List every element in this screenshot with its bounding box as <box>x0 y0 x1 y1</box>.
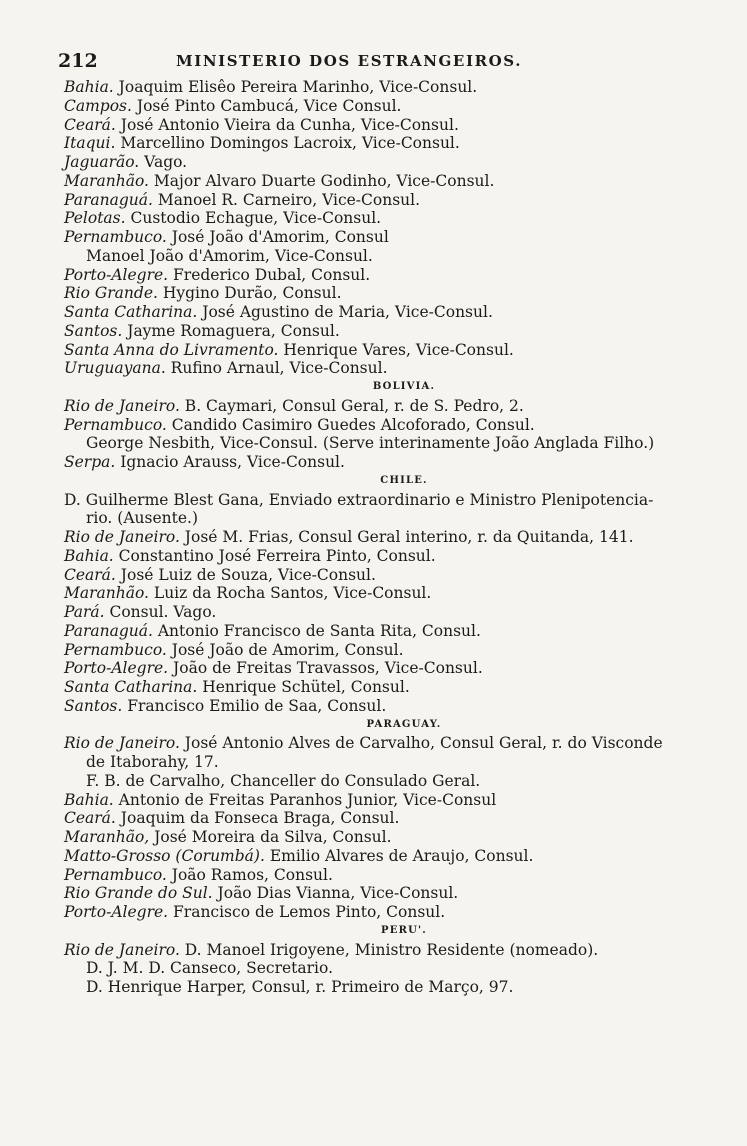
entry-text: Rufino Arnaul, Vice-Consul. <box>165 359 388 378</box>
entry-place: Maranhão. <box>64 584 149 603</box>
entry-text: José Luiz de Souza, Vice-Consul. <box>115 565 376 584</box>
directory-entry <box>64 322 704 341</box>
entry-place: Porto-Alegre. <box>64 265 169 284</box>
directory-entry <box>64 97 704 116</box>
entry-place: Rio de Janeiro. <box>64 528 180 546</box>
directory-entry <box>64 941 704 960</box>
entry-text: B. Caymari, Consul Geral, r. de S. Pedro, 2. <box>179 396 524 415</box>
directory-entry <box>64 847 704 866</box>
entry-place: Ceará. <box>64 809 116 828</box>
directory-entry <box>64 828 704 847</box>
entry-text: Joaquim da Fonseca Braga, Consul. <box>115 809 400 828</box>
directory-entry <box>64 228 704 247</box>
directory-entry <box>64 341 704 360</box>
entry-text: Henrique Schütel, Consul. <box>197 678 410 696</box>
directory-entry <box>64 584 704 603</box>
entry-place: Santa Catharina. <box>64 678 198 696</box>
directory-entry <box>64 791 704 810</box>
entry-place: Bahia. <box>64 546 114 565</box>
entry-text: Major Alvaro Duarte Godinho, Vice-Consul. <box>148 171 495 190</box>
entry-text: Ignacio Arauss, Vice-Consul. <box>115 453 345 471</box>
directory-entry <box>64 697 704 716</box>
directory-entry <box>64 116 704 135</box>
directory-entry <box>64 397 704 416</box>
entry-place: Bahia. <box>64 78 114 96</box>
entry-text: José M. Frias, Consul Geral interino, r. da Quitanda, 141. <box>179 528 634 546</box>
entry-text: Candido Casimiro Guedes Alcoforado, Consul. <box>166 415 535 434</box>
entry-place: Santa Anna do Livramento. <box>64 340 279 359</box>
entry-text: Emilio Alvares de Araujo, Consul. <box>264 846 534 865</box>
entry-place: Paranaguá. <box>64 190 153 209</box>
directory-entry <box>64 603 704 622</box>
entry-text: Consul. Vago. <box>104 603 217 621</box>
entry-text: Francisco Emilio de Saa, Consul. <box>122 696 387 715</box>
entry-place: Maranhão. <box>64 171 149 190</box>
entry-place: Pelotas. <box>64 209 126 228</box>
running-title: MINISTERIO DOS ESTRANGEIROS. <box>176 52 523 70</box>
entry-place: Itaqui. <box>64 134 116 153</box>
entry-text: Antonio Francisco de Santa Rita, Consul. <box>152 621 481 640</box>
directory-entry <box>64 453 704 472</box>
directory-entry <box>64 134 704 153</box>
entry-place: Uruguayana. <box>64 359 166 378</box>
entry-text: Marcellino Domingos Lacroix, Vice-Consul. <box>115 134 460 153</box>
entry-text: Jayme Romaguera, Consul. <box>122 321 340 340</box>
directory-entry <box>64 284 704 303</box>
directory-entry <box>64 191 704 210</box>
entry-text: José João d'Amorim, Consul <box>166 228 389 246</box>
directory-entry <box>64 303 704 322</box>
entry-text: José Antonio Alves de Carvalho, Consul Geral, r. do Visconde <box>179 734 663 753</box>
entry-place: Porto-Alegre. <box>64 903 169 921</box>
continuation-line: rio. (Ausente.) <box>86 509 198 528</box>
directory-entry <box>64 547 704 566</box>
entry-text: Francisco de Lemos Pinto, Consul. <box>168 903 446 921</box>
entry-place: Porto-Alegre. <box>64 659 169 678</box>
directory-entry <box>64 359 704 378</box>
directory-line: George Nesbith, Vice-Consul. (Serve interinamente João Anglada Filho.) <box>86 434 655 453</box>
entry-text: Constantino José Ferreira Pinto, Consul. <box>113 546 436 565</box>
entry-text: José Moreira da Silva, Consul. <box>149 828 392 846</box>
directory-entry <box>64 734 704 753</box>
directory-listing <box>64 78 704 997</box>
directory-line: Manoel João d'Amorim, Vice-Consul. <box>86 246 373 265</box>
continuation-line: de Itaborahy, 17. <box>86 753 219 771</box>
directory-entry <box>64 866 704 885</box>
entry-place: Pernambuco. <box>64 865 167 884</box>
section-heading: BOLIVIA. <box>372 381 436 392</box>
directory-entry <box>64 153 704 172</box>
entry-place: Rio de Janeiro. <box>64 396 180 415</box>
entry-place: Matto-Grosso (Corumbá). <box>64 846 265 865</box>
section-heading: PERU'. <box>381 924 427 936</box>
entry-text: José Pinto Cambucá, Vice Consul. <box>131 96 402 115</box>
entry-place: Pará. <box>64 603 105 621</box>
section-heading: CHILE. <box>380 474 428 486</box>
directory-line: D. Henrique Harper, Consul, r. Primeiro de Março, 97. <box>86 978 514 996</box>
entry-text: Luiz da Rocha Santos, Vice-Consul. <box>148 584 432 603</box>
directory-line: D. J. M. D. Canseco, Secretario. <box>86 959 334 978</box>
entry-text: João Ramos, Consul. <box>166 865 333 884</box>
entry-text: José Antonio Vieira da Cunha, Vice-Consul. <box>115 115 459 134</box>
section-heading: PARAGUAY. <box>366 718 442 730</box>
directory-entry <box>64 416 704 435</box>
page-number: 212 <box>58 50 98 72</box>
entry-place: Santa Catharina. <box>64 303 198 321</box>
entry-text: Hygino Durão, Consul. <box>157 284 342 303</box>
entry-place: Jaguarão. <box>64 153 140 171</box>
directory-entry <box>64 172 704 191</box>
entry-place: Pernambuco. <box>64 415 167 434</box>
entry-text: Custodio Echague, Vice-Consul. <box>125 209 382 228</box>
entry-text: Manoel R. Carneiro, Vice-Consul. <box>152 190 421 209</box>
directory-entry <box>64 809 704 828</box>
directory-entry <box>64 659 704 678</box>
entry-text: João Dias Vianna, Vice-Consul. <box>212 884 459 903</box>
entry-place: Rio de Janeiro. <box>64 734 180 753</box>
entry-text: José Agustino de Maria, Vice-Consul. <box>197 303 493 321</box>
entry-place: Ceará. <box>64 115 116 134</box>
entry-place: Pernambuco. <box>64 228 167 246</box>
entry-text: Vago. <box>139 153 188 171</box>
entry-text: João de Freitas Travassos, Vice-Consul. <box>168 659 483 678</box>
entry-text: José João de Amorim, Consul. <box>166 640 404 659</box>
entry-place: Campos. <box>64 96 132 115</box>
entry-text: Henrique Vares, Vice-Consul. <box>278 340 514 359</box>
directory-entry <box>64 528 704 547</box>
directory-entry <box>64 678 704 697</box>
entry-place: Rio Grande do Sul. <box>64 884 213 903</box>
entry-place: Paranaguá. <box>64 621 153 640</box>
directory-entry <box>64 622 704 641</box>
entry-text: Joaquim Elisêo Pereira Marinho, Vice-Consul. <box>113 78 478 96</box>
entry-place: Ceará. <box>64 565 116 584</box>
directory-entry <box>64 266 704 285</box>
directory-entry <box>64 903 704 922</box>
entry-place: Rio de Janeiro. <box>64 940 180 959</box>
directory-entry <box>64 641 704 660</box>
directory-line: D. Guilherme Blest Gana, Enviado extraordinario e Ministro Plenipotencia- <box>64 490 654 509</box>
entry-text: Antonio de Freitas Paranhos Junior, Vice-Consul <box>113 790 497 809</box>
entry-place: Bahia. <box>64 790 114 809</box>
directory-entry <box>64 78 704 97</box>
entry-text: D. Manoel Irigoyene, Ministro Residente (nomeado). <box>179 940 599 959</box>
directory-entry <box>64 566 704 585</box>
entry-place: Maranhão, <box>64 828 150 846</box>
page-header <box>58 50 698 72</box>
entry-place: Santos. <box>64 696 123 715</box>
entry-place: Serpa. <box>64 453 116 471</box>
entry-text: Frederico Dubal, Consul. <box>168 265 371 284</box>
entry-place: Santos. <box>64 321 123 340</box>
directory-entry <box>64 209 704 228</box>
entry-place: Rio Grande. <box>64 284 158 303</box>
directory-line: F. B. de Carvalho, Chanceller do Consulado Geral. <box>86 771 481 790</box>
directory-entry <box>64 884 704 903</box>
entry-place: Pernambuco. <box>64 640 167 659</box>
